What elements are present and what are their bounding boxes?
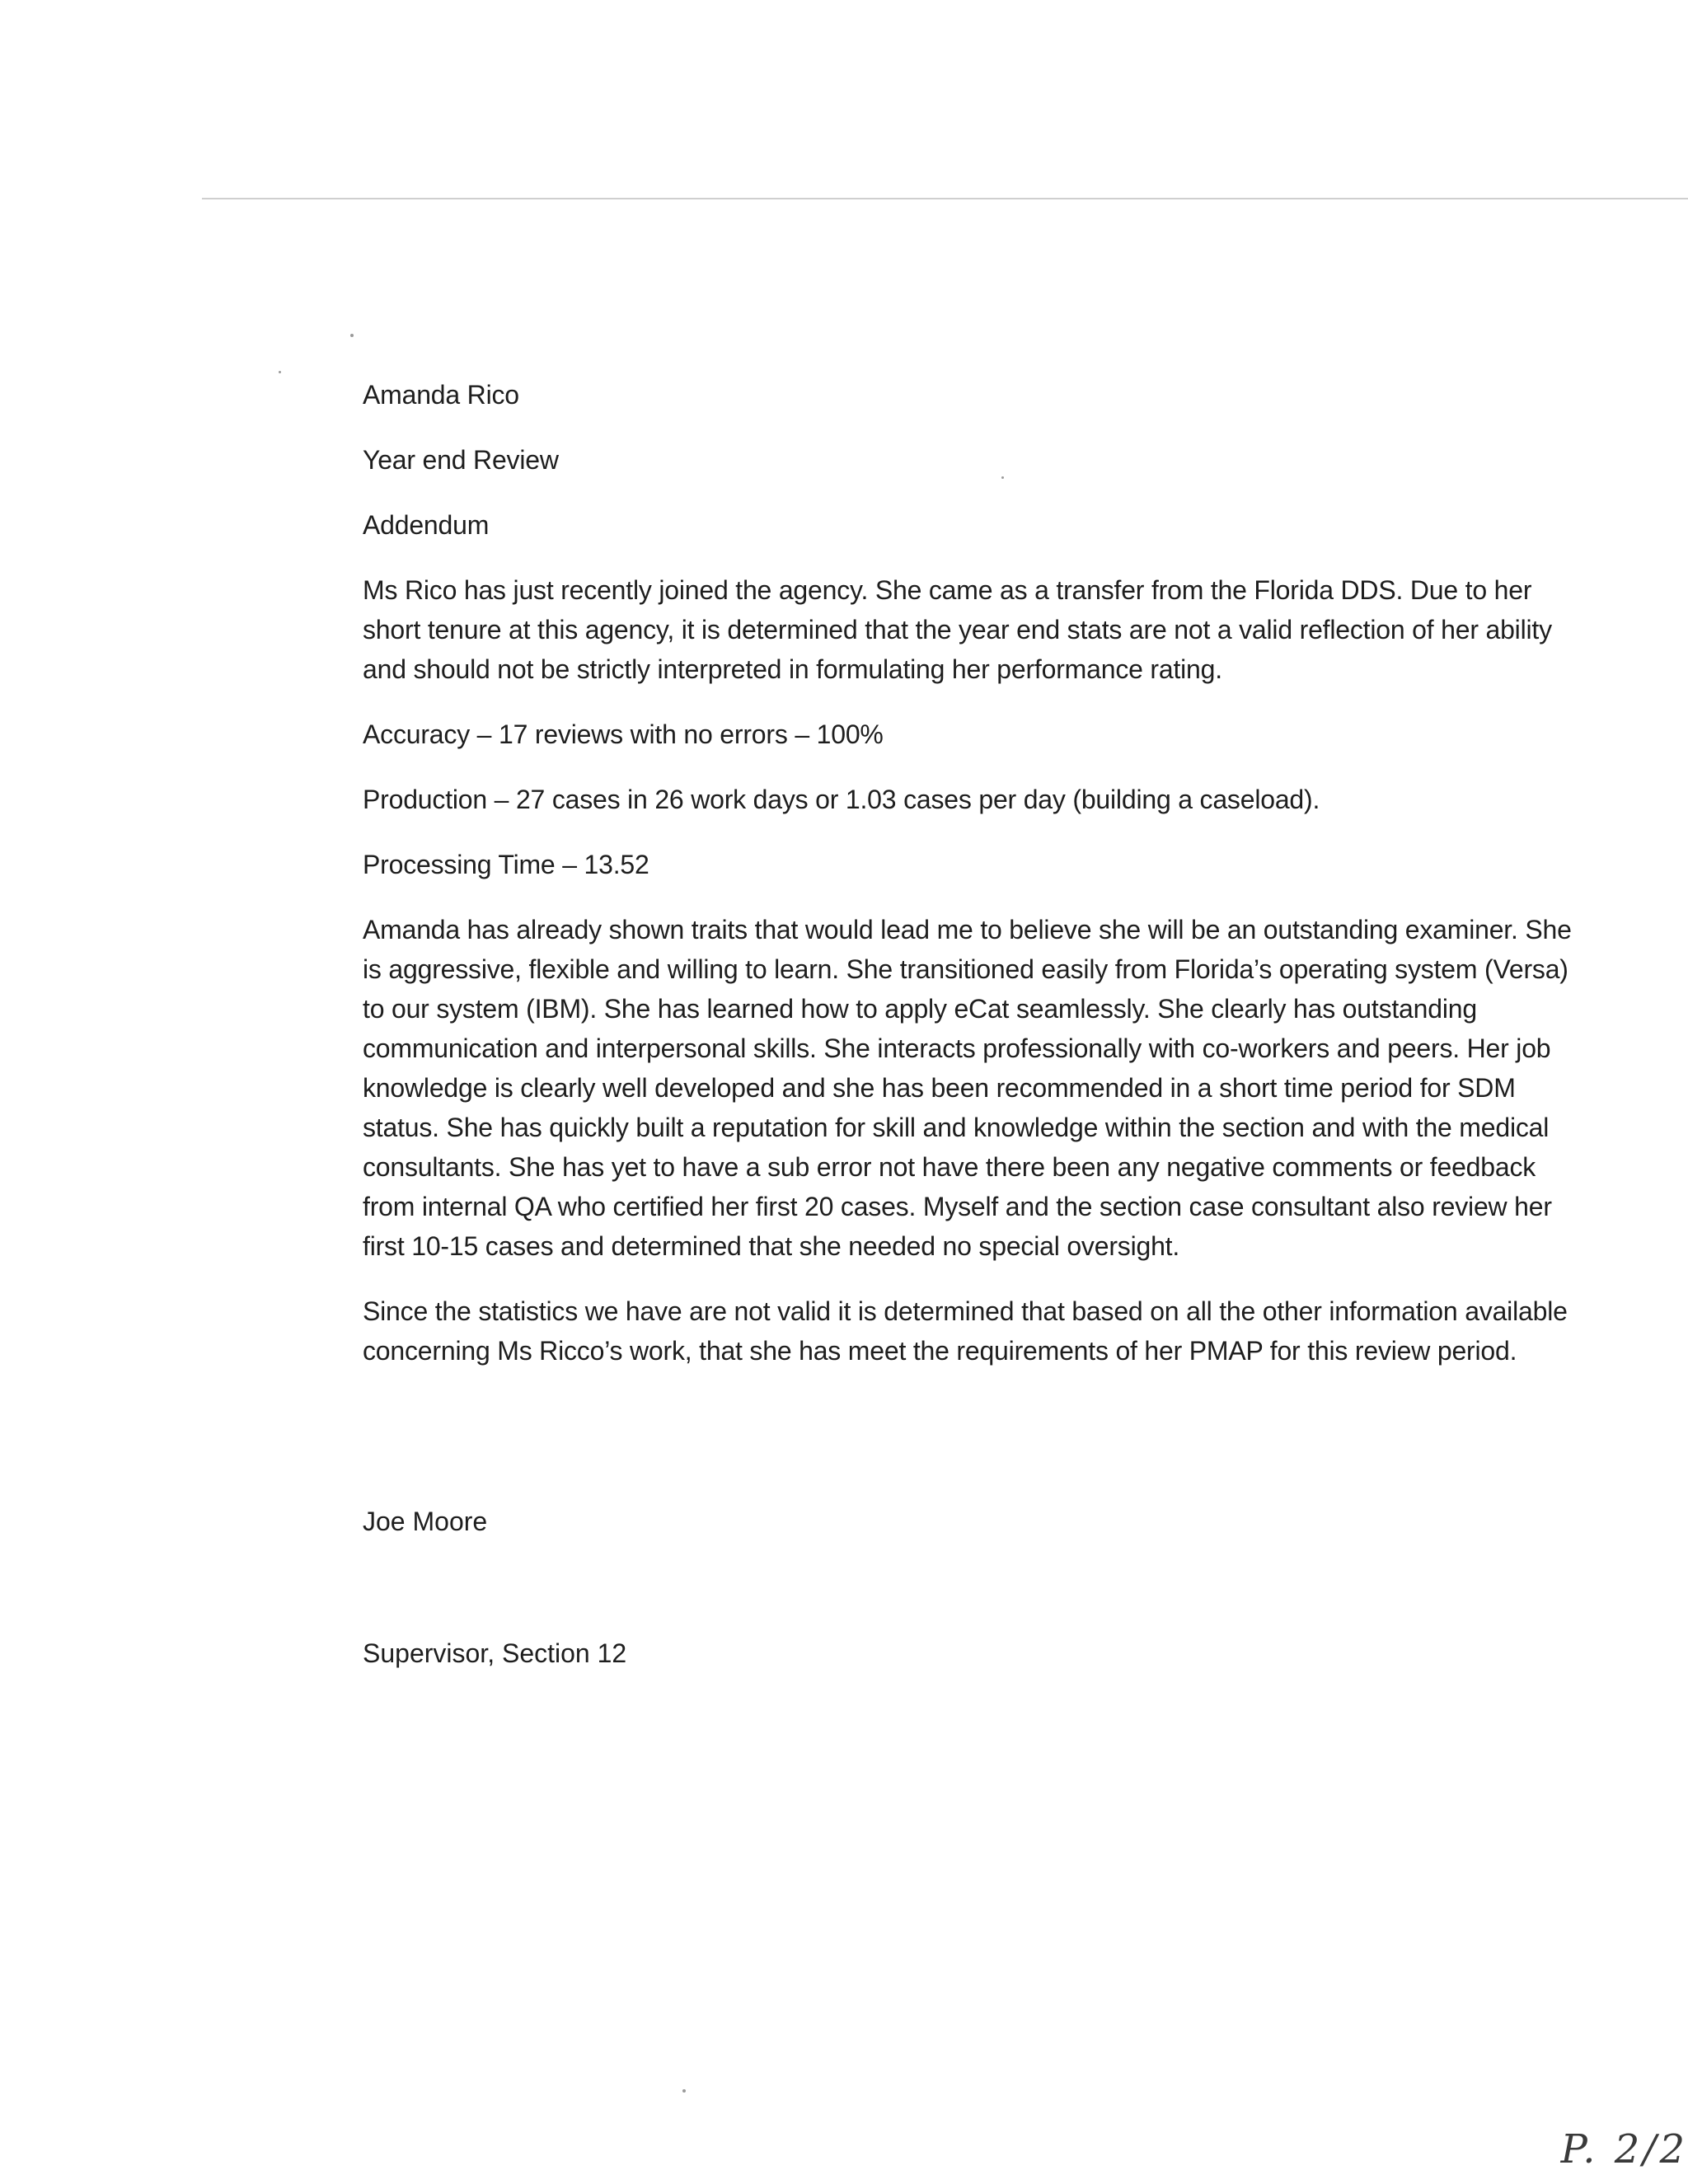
processing-time-stat: Processing Time – 13.52 — [363, 850, 649, 879]
scan-speck — [279, 371, 281, 373]
scan-speck — [350, 334, 354, 337]
scan-edge-line — [202, 198, 1688, 199]
accuracy-stat: Accuracy – 17 reviews with no errors – 100% — [363, 719, 884, 749]
signer-title: Supervisor, Section 12 — [363, 1638, 627, 1668]
section-label: Addendum — [363, 510, 490, 540]
signer-name: Joe Moore — [363, 1507, 488, 1536]
handwritten-page-number: P. 2/2 — [1560, 2126, 1688, 2172]
intro-paragraph: Ms Rico has just recently joined the agency. She came as a transfer from the Florida DDS. Due to her short tenure at this agency, it is determined that the year end stats are not a valid reflection of her ability and should not be strictly interpreted in formulating her performance rating. — [363, 575, 1552, 684]
letter-body — [363, 375, 1582, 1396]
review-title: Year end Review — [363, 445, 559, 475]
assessment-paragraph: Amanda has already shown traits that would lead me to believe she will be an outstanding examiner. She is aggressive, flexible and willing to learn. She transitioned easily from Florida’s operating system (Versa) to our system (IBM). She has learned how to apply eCat seamlessly. She clearly has outstanding communication and interpersonal skills. She interacts professionally with co-workers and peers. Her job knowledge is clearly well developed and she has been recommended in a short time period for SDM status. She has quickly built a reputation for skill and knowledge within the section and with the medical consultants. She has yet to have a sub error not have there been any negative comments or feedback from internal QA who certified her first 20 cases. Myself and the section case consultant also review her first 10-15 cases and determined that she needed no special oversight. — [363, 915, 1572, 1261]
production-stat: Production – 27 cases in 26 work days or 1.03 cases per day (building a caseload). — [363, 785, 1320, 814]
recipient-name: Amanda Rico — [363, 380, 519, 410]
scan-speck — [682, 2089, 686, 2093]
conclusion-paragraph: Since the statistics we have are not valid it is determined that based on all the other information available concerning Ms Ricco’s work, that she has meet the requirements of her PMAP for this review period. — [363, 1296, 1568, 1366]
